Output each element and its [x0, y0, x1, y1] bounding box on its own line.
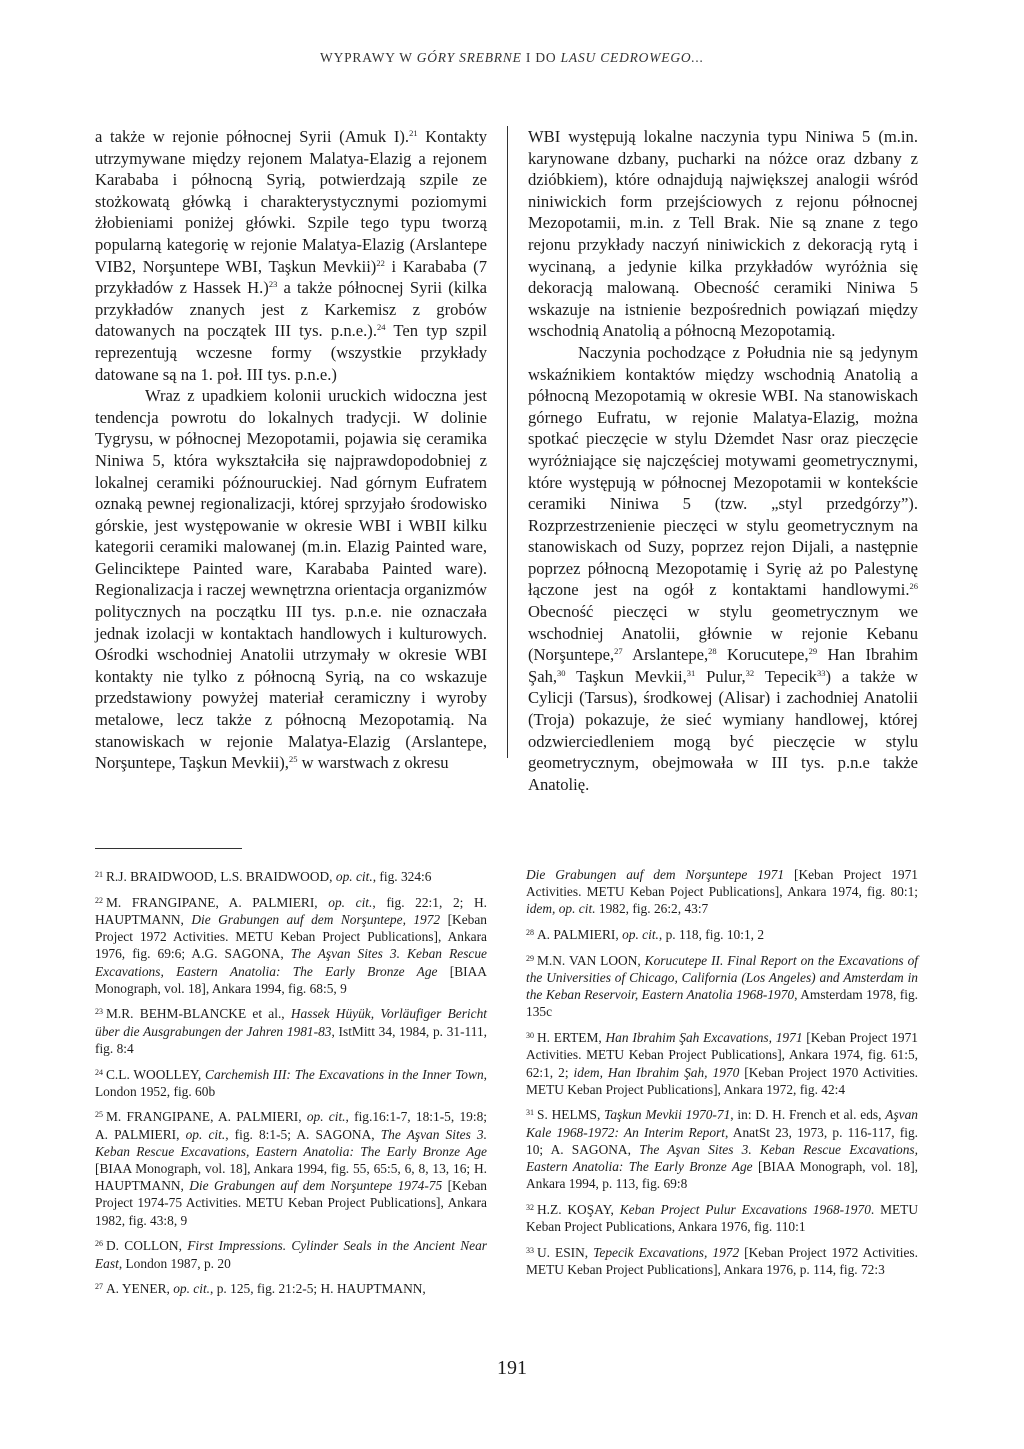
footnote-25: $^{25}$ M. FRANGIPANE, A. PALMIERI, op. cit., fig.16:1-7, 18:1-5, 19:8; A. PALMIERI, op. cit., fig. 8:1-5; A. SAGONA, The Aşvan Sites 3. Keban Rescue Excavations, Eastern Anatolia: The Early Bronze Age [BIAA Monograph, vol. 18], Ankara 1994, fig. 55, 65:5, 6, 8, 13, 16; H. HAUPTMANN, Die Grabungen auf dem Norşuntepe 1974-75 [Keban Project 1974-75 Activities. METU Keban Project Publications], Ankara 1982, fig. 43:8, 9 — [95, 1109, 487, 1228]
footnote-ref[interactable]: 29 — [808, 646, 818, 657]
footnote-24: $^{24}$ C.L. WOOLLEY, Carchemish III: The Excavations in the Inner Town, London 1952, fig. 60b — [95, 1066, 487, 1099]
footnote-ref[interactable]: 22 — [376, 257, 385, 268]
running-header — [0, 50, 1024, 66]
paragraph: Naczynia pochodzące z Południa nie są jedynym wskaźnikiem kontaktów między wschodnią Anatolią a północną Mezopotamią w okresie WBI. Na stanowiskach górnego Eufratu, w rejonie Malatya-Elazig, można spotkać pieczęcie w stylu Dżemdet Nasr oraz pieczęcie wyróżniające się najczęściej motywami geometrycznymi, które występują w północnej Mezopotamii w kontekście ceramiki Niniwa 5 (tzw. „styl przedgórzy”). Rozprzestrzenienie pieczęci w stylu geometrycznym na stanowiskach od Suzy, poprzez rejon Dijali, a następnie poprzez północną Mezopotamię i Syrię aż po Palestynę łączone jest na ogół z kontaktami handlowymi.$^{26}$ Obecność pieczęci w stylu geometrycznym we wschodniej Anatolii, głównie w rejonie Kebanu (Norşuntepe,$^{27}$ Arslantepe,$^{28}$ Korucutepe,$^{29}$ Han Ibrahim Şah,$^{30}$ Taşkun Mevkii,$^{31}$ Pulur,$^{32}$ Tepecik$^{33}$) a także w Cylicji (Tarsus), środkowej (Alisar) i zachodniej Anatolii (Troja) pokazuje, że sieć wymiany handlowej, której odzwierciedleniem mogą być pieczęcie w stylu geometrycznym, obejmowała w III tys. p.n.e także Anatolię. — [528, 342, 918, 794]
header-prefix: WYPRAWY W — [320, 50, 417, 65]
footnote-ref[interactable]: 33 — [816, 667, 826, 678]
footnote-27: $^{27}$ A. YENER, op. cit., p. 125, fig. 21:2-5; H. HAUPTMANN, — [95, 1281, 426, 1297]
paragraph: Wraz z upadkiem kolonii uruckich widoczna jest tendencja powrotu do lokalnych tradycji. W dolinie Tygrysu, w północnej Mezopotamii, pojawia się ceramika Niniwa 5, która wykształciła się najprawdopodobniej z lokalnej ceramiki późnouruckiej. Nad górnym Eufratem oznaką pewnej regionalizacji, której sprzyjało środowisko górskie, jest występowanie w okresie WBI i WBII kilku kategorii ceramiki malowanej (m.in. Elazig Painted ware, Gelinciktepe Painted ware, Karababa Painted ware). Regionalizacja i raczej wewnętrzna orientacja organizmów politycznych na początku III tys. p.n.e. nie oznaczała jednak izolacji w kontaktach handlowych i kulturowych. Ośrodki wschodniej Anatolii utrzymały w okresie WBI kontakty nie tylko z północną Syrią, na co wskazuje przedstawiony powyżej materiał ceramiczny i wyroby metalowe, lecz także z północną Mezopotamią. Na stanowiskach w rejonie Malatya-Elazig (Arslantepe, Norşuntepe, Taşkun Mevkii),$^{25}$ w warstwach z okresu — [95, 386, 487, 773]
header-italic-a: GÓRY SREBRNE — [416, 50, 522, 65]
footnote-ref[interactable]: 24 — [376, 322, 386, 333]
footnote-26: $^{26}$ D. COLLON, First Impressions. Cylinder Seals in the Ancient Near East, London 1987, p. 20 — [95, 1238, 487, 1271]
page-number: 191 — [497, 1357, 527, 1379]
column-divider — [507, 126, 508, 758]
footnotes-right-column — [526, 866, 918, 1285]
header-middle: I DO — [521, 50, 561, 65]
footnote-ref[interactable]: 32 — [745, 667, 755, 678]
footnote-ref[interactable]: 30 — [557, 667, 566, 678]
footnote-separator — [95, 848, 242, 849]
footnote-23: $^{23}$ M.R. BEHM-BLANCKE et al., Hassek Hüyük, Vorläufiger Bericht über die Ausgrabungen der Jahren 1981-83, IstMitt 34, 1984, p. 31-111, fig. 8:4 — [95, 1006, 487, 1056]
footnotes-left-column — [95, 866, 487, 1304]
footnote-32: $^{32}$ H.Z. KOŞAY, Keban Project Pulur Excavations 1968-1970. METU Keban Project Publications, Ankara 1976, fig. 110:1 — [526, 1201, 919, 1235]
footnote-ref[interactable]: 27 — [614, 646, 623, 657]
paragraph: WBI występują lokalne naczynia typu Niniwa 5 (m.in. karynowane dzbany, pucharki na nóżce oraz dzbany z dzióbkiem), które odnajdują największej analogii wśród niniwickich form przejściowych z rejonu północnej Mezopotamii, m.in. z Tell Brak. Nie są znane z tego rejonu przykłady naczyń niniwickich z dekoracją rytą i wycinaną, a jedynie kilka przykładów wyróżnia się dekoracją malowaną. Obecność ceramiki Niniwa 5 wskazuje na istnienie bezpośrednich powiązań między wschodnią Anatolią a północną Mezopotamią. — [528, 127, 918, 341]
footnote-28: $^{28}$ A. PALMIERI, op. cit., p. 118, fig. 10:1, 2 — [526, 927, 765, 943]
footnote-22: $^{22}$ M. FRANGIPANE, A. PALMIERI, op. cit., fig. 22:1, 2; H. HAUPTMANN, Die Grabungen auf dem Norşuntepe, 1972 [Keban Project 1972 Activities. METU Keban Project Publications], Ankara 1976, fig. 69:6; A.G. SAGONA, The Aşvan Sites 3. Keban Rescue Excavations, Eastern Anatolia: The Early Bronze Age [BIAA Monograph, vol. 18], Ankara 1994, fig. 68:5, 9 — [95, 894, 487, 996]
footnote-ref[interactable]: 28 — [708, 646, 717, 657]
footnote-ref[interactable]: 23 — [268, 279, 278, 290]
footnote-21: $^{21}$ R.J. BRAIDWOOD, L.S. BRAIDWOOD, op. cit., fig. 324:6 — [95, 869, 432, 884]
header-italic-b: LASU CEDROWEGO... — [560, 50, 704, 65]
footnote-ref[interactable]: 25 — [288, 754, 298, 765]
paragraph: a także w rejonie północnej Syrii (Amuk I).$^{21}$ Kontakty utrzymywane między rejonem Malatya-Elazig a rejonem Karababa i północną Syrią, potwierdzają szpile ze stożkowatą główką i charakterystycznymi poziomymi żłobieniami poniżej główki. Szpile tego typu tworzą popularną kategorię w rejonie Malatya-Elazig (Arslantepe VIB2, Norşuntepe WBI, Taşkun Mevkii)$^{22}$ i Karababa (7 przykładów z Hassek H.)$^{23}$ a także północnej Syrii (kilka przykładów znanych jest z Karkemisz z grobów datowanych na początek III tys. p.n.e.).$^{24}$ Ten typ szpil reprezentują wczesne formy (wszystkie przykłady datowane są na 1. poł. III tys. p.n.e.) — [95, 127, 487, 384]
footnote-33: $^{33}$ U. ESIN, Tepecik Excavations, 1972 [Keban Project 1972 Activities. METU Keban Project Publications], Ankara 1976, p. 114, fig. 72:3 — [526, 1244, 918, 1278]
footnote-ref[interactable]: 31 — [686, 667, 696, 678]
footnote-30: $^{30}$ H. ERTEM, Han Ibrahim Şah Excavations, 1971 [Keban Project 1971 Activities. METU Keban Project Publications], Ankara 1974, fig. 61:5, 62:1, 2; idem, Han Ibrahim Şah, 1970 [Keban Project 1970 Activities. METU Keban Project Publications], Ankara 1972, fig. 42:4 — [526, 1030, 919, 1097]
left-text-column — [95, 126, 487, 774]
footnote-31: $^{31}$ S. HELMS, Taşkun Mevkii 1970-71, in: D. H. French et al. eds, Aşvan Kale 1968-1972: An Interim Report, AnatSt 23, 1973, p. 116-117, fig. 10; A. SAGONA, The Aşvan Sites 3. Keban Rescue Excavations, Eastern Anatolia: The Early Bronze Age [BIAA Monograph, vol. 18], Ankara 1994, p. 113, fig. 69:8 — [526, 1107, 919, 1192]
footnote-27-continued: Die Grabungen auf dem Norşuntepe 1971 [Keban Project 1971 Activities. METU Keban Poject Publications], Ankara 1974, fig. 80:1; idem, op. cit. 1982, fig. 26:2, 43:7 — [526, 867, 918, 917]
footnote-29: $^{29}$ M.N. VAN LOON, Korucutepe II. Final Report on the Excavations of the Universities of Chicago, California (Los Angeles) and Amsterdam in the Keban Reservoir, Eastern Anatolia 1968-1970, Amsterdam 1978, fig. 135c — [526, 952, 918, 1020]
right-text-column — [528, 126, 918, 795]
footnote-ref[interactable]: 26 — [909, 581, 918, 592]
footnote-ref[interactable]: 21 — [409, 128, 418, 138]
